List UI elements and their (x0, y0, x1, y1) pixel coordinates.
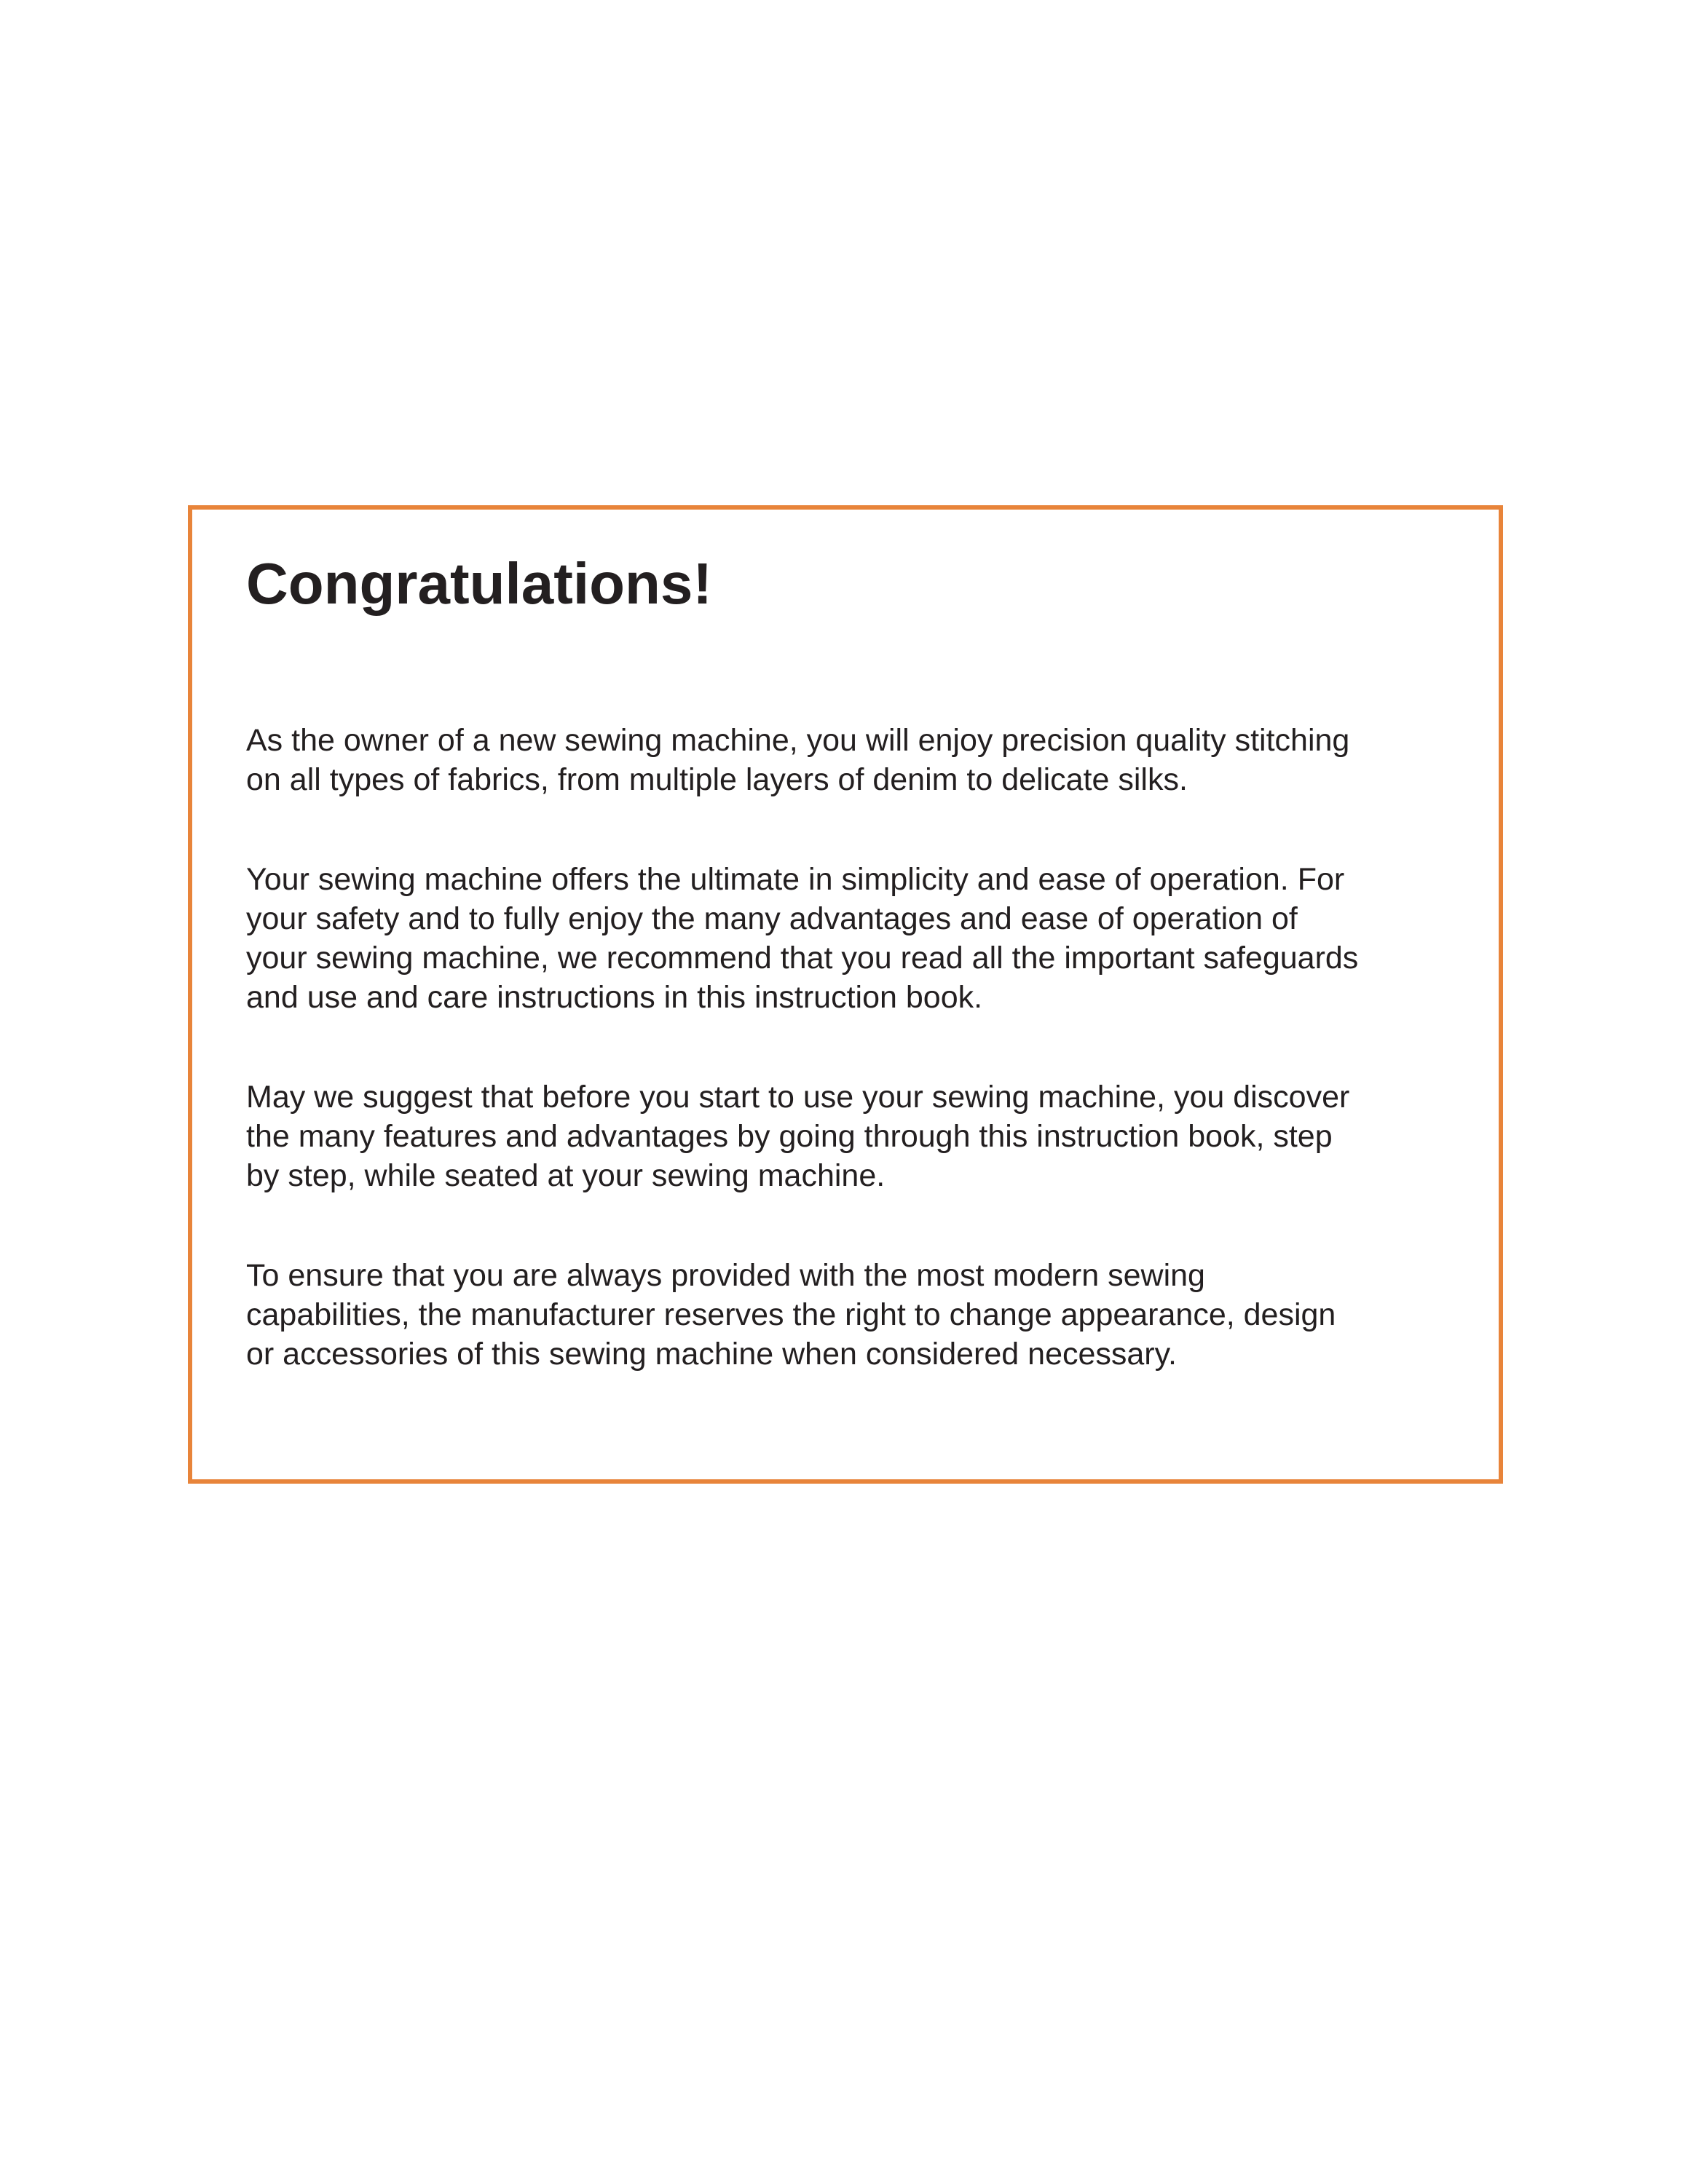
text-line: and use and care instructions in this instruction book. (246, 980, 983, 1015)
paragraph-safety (246, 860, 1440, 1017)
text-line: or accessories of this sewing machine when considered necessary. (246, 1337, 1177, 1372)
text-line: on all types of fabrics, from multiple layers of denim to delicate silks. (246, 762, 1188, 797)
text-line: the many features and advantages by going through this instruction book, step (246, 1119, 1333, 1154)
text-line: by step, while seated at your sewing machine. (246, 1158, 886, 1193)
text-line: As the owner of a new sewing machine, you will enjoy precision quality stitching (246, 723, 1350, 758)
text-line: To ensure that you are always provided with the most modern sewing (246, 1258, 1205, 1293)
congratulations-panel (188, 505, 1503, 1484)
paragraph-suggestion (246, 1077, 1440, 1195)
text-line: your safety and to fully enjoy the many advantages and ease of operation of (246, 901, 1298, 936)
page-title: Congratulations! (246, 551, 712, 616)
text-line: capabilities, the manufacturer reserves the right to change appearance, design (246, 1297, 1336, 1332)
paragraph-ownership (246, 721, 1440, 799)
text-line: May we suggest that before you start to use your sewing machine, you discover (246, 1080, 1350, 1115)
paragraph-manufacturer-rights (246, 1256, 1440, 1374)
intro-text (246, 721, 1440, 1434)
text-line: your sewing machine, we recommend that you read all the important safeguards (246, 941, 1359, 976)
text-line: Your sewing machine offers the ultimate in simplicity and ease of operation. For (246, 862, 1345, 897)
